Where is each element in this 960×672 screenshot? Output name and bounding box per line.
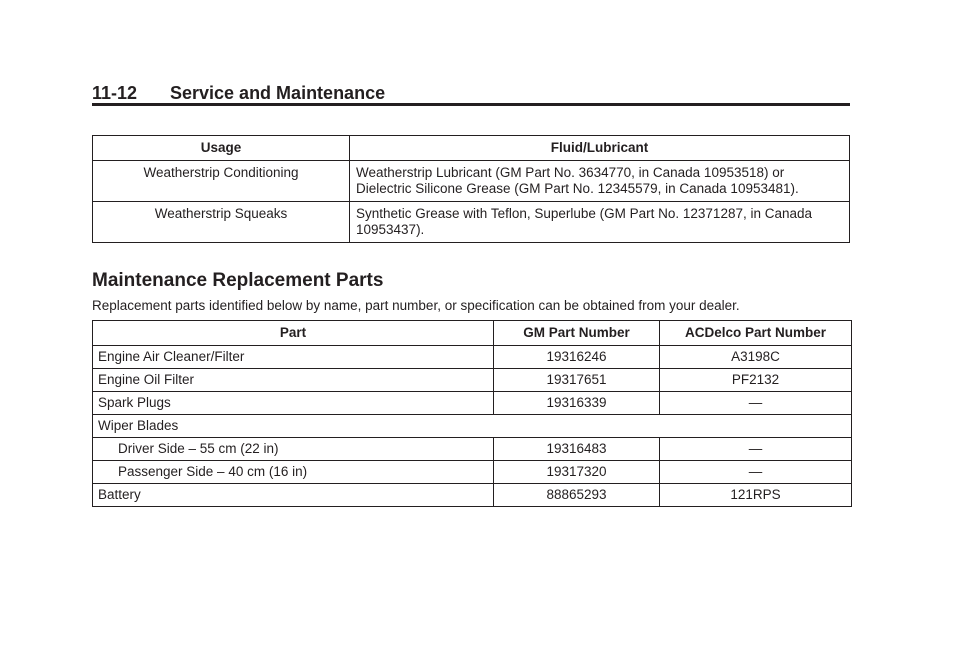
fluid-cell: Synthetic Grease with Teflon, Superlube (GM Part No. 12371287, in Canada 10953437). bbox=[350, 202, 850, 243]
table-row bbox=[93, 484, 852, 507]
column-header-part: Part bbox=[93, 321, 494, 346]
table-header-row bbox=[93, 321, 852, 346]
maintenance-intro: Replacement parts identified below by name, part number, or specification can be obtained from your dealer. bbox=[92, 298, 740, 313]
column-header-acdelco-part-number: ACDelco Part Number bbox=[660, 321, 852, 346]
section-title: Service and Maintenance bbox=[170, 83, 386, 103]
fluid-lubricant-table bbox=[92, 135, 850, 243]
table-row bbox=[93, 415, 852, 438]
gm-part-number: 19317320 bbox=[494, 461, 660, 484]
table-header-row bbox=[93, 136, 850, 161]
part-name: Driver Side – 55 cm (22 in) bbox=[93, 438, 494, 461]
table-row bbox=[93, 369, 852, 392]
acdelco-part-number: — bbox=[660, 438, 852, 461]
table-row bbox=[93, 346, 852, 369]
table-row bbox=[93, 461, 852, 484]
usage-cell: Weatherstrip Squeaks bbox=[93, 202, 350, 243]
part-name: Passenger Side – 40 cm (16 in) bbox=[93, 461, 494, 484]
fluid-cell: Weatherstrip Lubricant (GM Part No. 3634770, in Canada 10953518) or Dielectric Silicone Grease (GM Part No. 12345579, in Canada 10953481). bbox=[350, 161, 850, 202]
column-header-gm-part-number: GM Part Number bbox=[494, 321, 660, 346]
part-name: Spark Plugs bbox=[93, 392, 494, 415]
page-number: 11-12 bbox=[92, 83, 138, 103]
table-row bbox=[93, 161, 850, 202]
acdelco-part-number: 121RPS bbox=[660, 484, 852, 507]
usage-cell: Weatherstrip Conditioning bbox=[93, 161, 350, 202]
maintenance-heading: Maintenance Replacement Parts bbox=[92, 270, 384, 291]
part-name: Battery bbox=[93, 484, 494, 507]
table-row bbox=[93, 392, 852, 415]
gm-part-number: 19316246 bbox=[494, 346, 660, 369]
acdelco-part-number: — bbox=[660, 392, 852, 415]
table-row bbox=[93, 438, 852, 461]
acdelco-part-number: — bbox=[660, 461, 852, 484]
gm-part-number: 19316339 bbox=[494, 392, 660, 415]
acdelco-part-number: PF2132 bbox=[660, 369, 852, 392]
column-header-fluid: Fluid/Lubricant bbox=[350, 136, 850, 161]
part-name: Engine Air Cleaner/Filter bbox=[93, 346, 494, 369]
gm-part-number: 19317651 bbox=[494, 369, 660, 392]
table-row bbox=[93, 202, 850, 243]
header-divider bbox=[92, 103, 850, 106]
gm-part-number: 88865293 bbox=[494, 484, 660, 507]
part-group-label: Wiper Blades bbox=[93, 415, 852, 438]
column-header-usage: Usage bbox=[93, 136, 350, 161]
part-name: Engine Oil Filter bbox=[93, 369, 494, 392]
gm-part-number: 19316483 bbox=[494, 438, 660, 461]
acdelco-part-number: A3198C bbox=[660, 346, 852, 369]
replacement-parts-table bbox=[92, 320, 852, 507]
